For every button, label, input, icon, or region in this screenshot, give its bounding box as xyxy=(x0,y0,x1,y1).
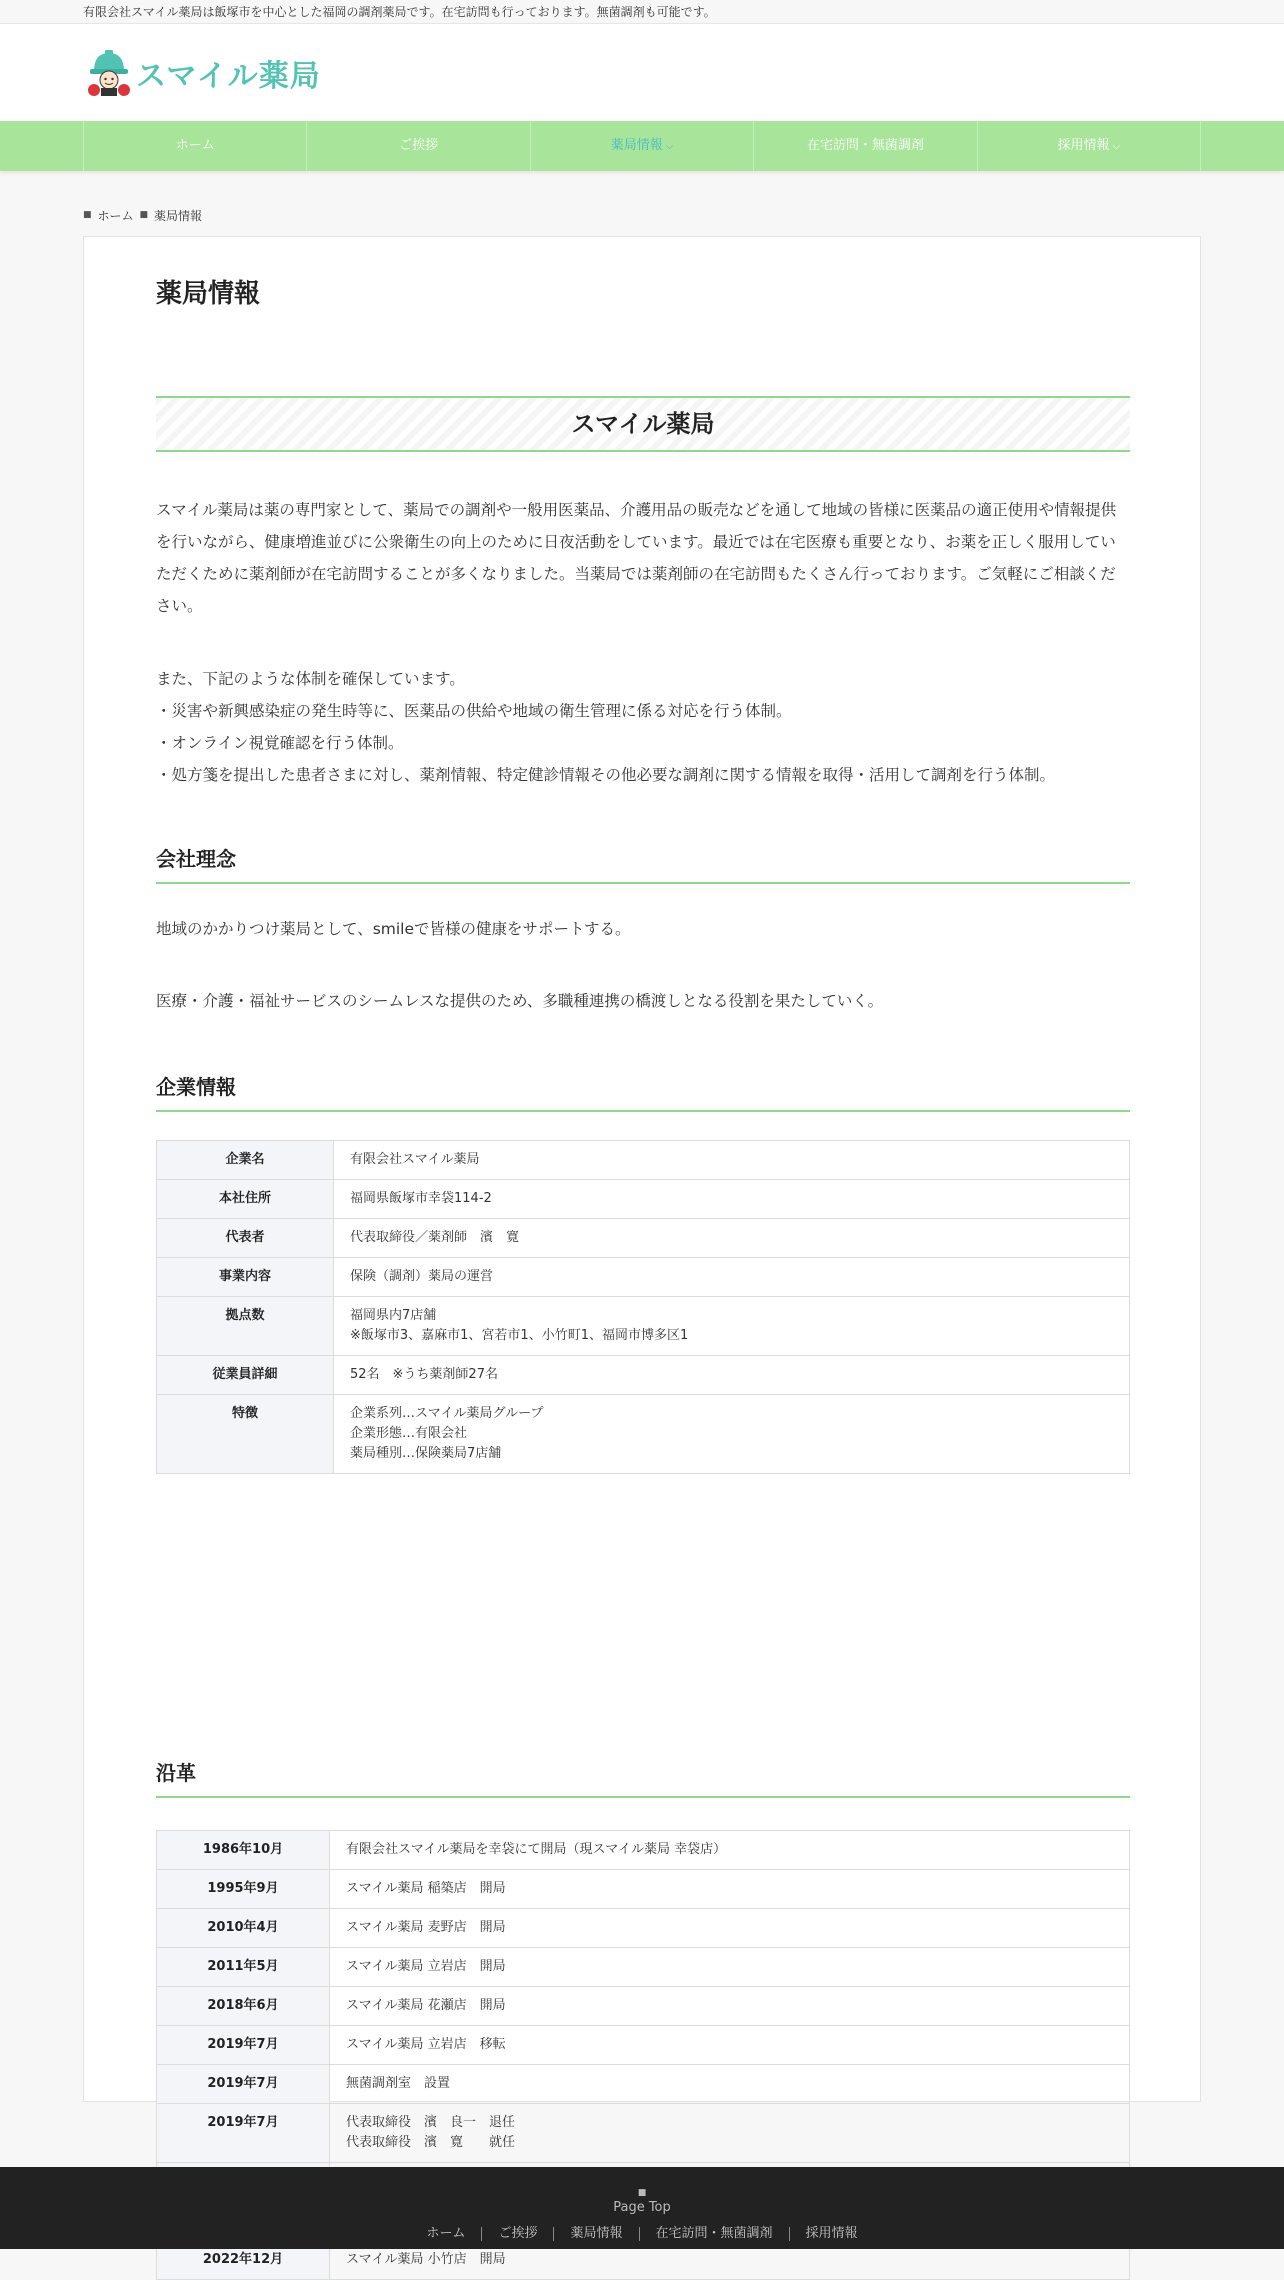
company-value xyxy=(334,1297,1130,1356)
value-line: 52名 ※うち薬剤師27名 xyxy=(350,1367,498,1382)
company-value xyxy=(334,1141,1130,1180)
site-logo[interactable] xyxy=(86,49,321,97)
nav-label: ご挨拶 xyxy=(399,138,439,153)
history-date: 1986年10月 xyxy=(157,1831,330,1870)
nav-label: ホーム xyxy=(175,138,215,153)
value-line: 企業系列…スマイル薬局グループ xyxy=(350,1406,544,1421)
company-label: 従業員詳細 xyxy=(157,1356,334,1395)
history-date: 2010年4月 xyxy=(157,1909,330,1948)
nav-label: 在宅訪問・無菌調剤 xyxy=(806,138,924,153)
event-line: スマイル薬局 小竹店 開局 xyxy=(346,2252,506,2267)
history-date: 2022年12月 xyxy=(157,2241,330,2280)
system-item: ・災害や新興感染症の発生時等に、医薬品の供給や地域の衛生管理に係る対応を行う体制。 xyxy=(156,702,792,720)
history-heading: 沿革 xyxy=(156,1757,1130,1798)
history-event xyxy=(330,1948,1130,1987)
table-row xyxy=(157,1987,1130,2026)
chevron-down-icon: ⌵ xyxy=(665,141,674,152)
nav-item-pharmacy-info[interactable] xyxy=(530,121,753,171)
intro-paragraph: スマイル薬局は薬の専門家として、薬局での調剤や一般用医薬品、介護用品の販売などを通して地域の皆様に医薬品の適正使用や情報提供を行いながら、健康増進並びに公衆衛生の向上のために日夜活動をしています。最近では在宅医療も重要となり、お薬を正しく服用していただくために薬剤師が在宅訪問することが多くなりました。当薬局では薬剤師の在宅訪問もたくさん行っております。ご気軽にご相談ください。 xyxy=(156,501,1117,615)
value-line: 企業形態…有限会社 xyxy=(350,1426,468,1441)
breadcrumb xyxy=(0,171,1284,235)
history-event xyxy=(330,1870,1130,1909)
page-top-label: Page Top xyxy=(613,2200,671,2215)
nav-item-recruit[interactable] xyxy=(977,121,1201,171)
pharmacist-mascot-icon xyxy=(86,49,132,97)
chevron-right-icon: ■ xyxy=(139,210,149,220)
value-line: 有限会社スマイル薬局 xyxy=(350,1152,480,1167)
footer-nav-item[interactable]: 在宅訪問・無菌調剤 xyxy=(639,2227,789,2241)
nav-label: 採用情報 xyxy=(1057,138,1110,153)
event-line: スマイル薬局 花瀬店 開局 xyxy=(346,1998,506,2013)
site-header xyxy=(0,24,1284,121)
event-line: スマイル薬局 稲築店 開局 xyxy=(346,1881,506,1896)
table-row xyxy=(157,1258,1130,1297)
chevron-down-icon: ⌵ xyxy=(1112,141,1121,152)
philosophy-heading: 会社理念 xyxy=(156,843,1130,884)
history-event xyxy=(330,1909,1130,1948)
company-table xyxy=(156,1140,1130,1474)
company-value xyxy=(334,1258,1130,1297)
company-value xyxy=(334,1356,1130,1395)
history-date: 1995年9月 xyxy=(157,1870,330,1909)
philosophy-line: 医療・介護・福祉サービスのシームレスな提供のため、多職種連携の橋渡しとなる役割を果たしていく。 xyxy=(156,992,884,1010)
event-line: 無菌調剤室 設置 xyxy=(346,2076,451,2091)
event-line: 代表取締役 濱 良一 退任 xyxy=(346,2115,516,2130)
table-row xyxy=(157,1219,1130,1258)
company-value xyxy=(334,1180,1130,1219)
table-row xyxy=(157,2104,1130,2163)
history-date: 2019年7月 xyxy=(157,2104,330,2163)
page-title: 薬局情報 xyxy=(156,279,261,309)
history-event xyxy=(330,1987,1130,2026)
value-line: ※飯塚市3、嘉麻市1、宮若市1、小竹町1、福岡市博多区1 xyxy=(350,1328,689,1343)
company-value xyxy=(334,1395,1130,1474)
page-top-button[interactable] xyxy=(0,2167,1284,2217)
nav-label: 薬局情報 xyxy=(610,138,663,153)
event-line: スマイル薬局 立岩店 移転 xyxy=(346,2037,506,2052)
top-notice-text: 有限会社スマイル薬局は飯塚市を中心とした福岡の調剤薬局です。在宅訪問も行っております。無菌調剤も可能です。 xyxy=(83,5,716,19)
home-icon: ■ xyxy=(83,210,92,220)
philosophy-line: 地域のかかりつけ薬局として、smileで皆様の健康をサポートする。 xyxy=(156,920,631,938)
company-label: 代表者 xyxy=(157,1219,334,1258)
history-date: 2018年6月 xyxy=(157,1987,330,2026)
value-line: 代表取締役／薬剤師 濱 寛 xyxy=(350,1230,520,1245)
company-label: 本社住所 xyxy=(157,1180,334,1219)
table-row xyxy=(157,1356,1130,1395)
site-footer xyxy=(0,2167,1284,2249)
breadcrumb-home[interactable]: ホーム xyxy=(97,208,134,223)
company-label: 事業内容 xyxy=(157,1258,334,1297)
footer-nav-item[interactable]: 薬局情報 xyxy=(553,2227,638,2241)
footer-nav-item[interactable]: ご挨拶 xyxy=(481,2227,553,2241)
company-value xyxy=(334,1219,1130,1258)
global-nav xyxy=(0,121,1284,171)
nav-item-home-visit[interactable] xyxy=(753,121,976,171)
value-line: 福岡県内7店舗 xyxy=(350,1308,437,1323)
system-lead: また、下記のような体制を確保しています。 xyxy=(156,670,465,688)
shop-name: スマイル薬局 xyxy=(571,410,715,438)
chevron-up-icon: ■ xyxy=(637,2188,647,2198)
table-row xyxy=(157,1297,1130,1356)
breadcrumb-current: 薬局情報 xyxy=(154,208,203,223)
history-date: 2019年7月 xyxy=(157,2026,330,2065)
company-label: 拠点数 xyxy=(157,1297,334,1356)
table-row xyxy=(157,2026,1130,2065)
system-item: ・オンライン視覚確認を行う体制。 xyxy=(156,734,404,752)
nav-item-greeting[interactable] xyxy=(306,121,529,171)
table-row xyxy=(157,1395,1130,1474)
history-event xyxy=(330,2104,1130,2163)
system-list xyxy=(156,663,1130,791)
footer-nav xyxy=(0,2227,1284,2241)
company-heading: 企業情報 xyxy=(156,1071,1130,1112)
table-row xyxy=(157,1180,1130,1219)
history-event xyxy=(330,2026,1130,2065)
table-row xyxy=(157,2065,1130,2104)
company-label: 企業名 xyxy=(157,1141,334,1180)
footer-nav-item[interactable]: ホーム xyxy=(426,2226,466,2241)
shop-name-banner xyxy=(156,396,1130,452)
history-event xyxy=(330,1831,1130,1870)
value-line: 福岡県飯塚市幸袋114-2 xyxy=(350,1191,492,1206)
event-line: 有限会社スマイル薬局を幸袋にて開局（現スマイル薬局 幸袋店） xyxy=(346,1842,727,1857)
table-row xyxy=(157,1831,1130,1870)
company-label: 特徴 xyxy=(157,1395,334,1474)
top-notice-bar xyxy=(0,0,1284,24)
history-event xyxy=(330,2065,1130,2104)
nav-item-home[interactable] xyxy=(83,121,306,171)
table-row xyxy=(157,1141,1130,1180)
footer-nav-item[interactable]: 採用情報 xyxy=(789,2227,874,2241)
event-line: スマイル薬局 立岩店 開局 xyxy=(346,1959,506,1974)
table-row xyxy=(157,1870,1130,1909)
event-line: スマイル薬局 麦野店 開局 xyxy=(346,1920,506,1935)
table-row xyxy=(157,1948,1130,1987)
system-item: ・処方箋を提出した患者さまに対し、薬剤情報、特定健診情報その他必要な調剤に関する情報を取得・活用して調剤を行う体制。 xyxy=(156,766,1056,784)
value-line: 保険（調剤）薬局の運営 xyxy=(350,1269,494,1284)
value-line: 薬局種別…保険薬局7店舗 xyxy=(350,1446,502,1461)
event-line: 代表取締役 濱 寛 就任 xyxy=(346,2135,516,2150)
logo-text: スマイル薬局 xyxy=(136,58,321,94)
table-row xyxy=(157,1909,1130,1948)
history-date: 2019年7月 xyxy=(157,2065,330,2104)
history-date: 2011年5月 xyxy=(157,1948,330,1987)
